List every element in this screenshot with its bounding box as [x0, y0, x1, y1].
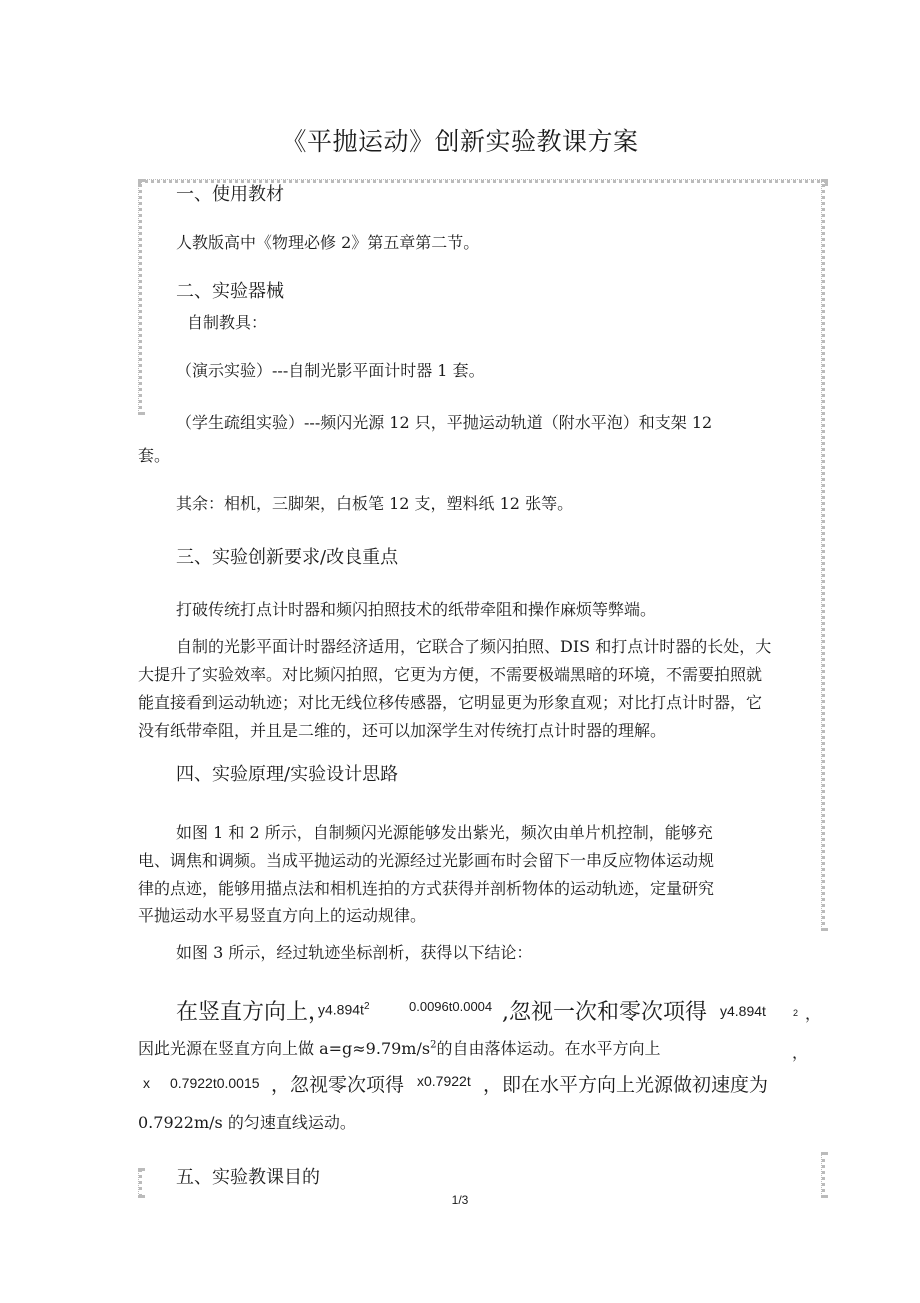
demo-equipment-text: （演示实验）---自制光影平面计时器 1 套。: [176, 361, 485, 380]
group-equipment-line-2: 套。: [138, 446, 171, 465]
eq-y-fit-exponent: 2: [363, 1001, 370, 1012]
section-4-p1-line-1: 如图 1 和 2 所示，自制频闪光源能够发出紫光，频次由单片机控制，能够充: [176, 823, 713, 842]
section-3-p2-line-3: 能直接看到运动轨迹；对比无线位移传感器，它明显更为形象直观；对比打点计时器，它: [138, 693, 763, 712]
section-3-paragraph-1: 打破传统打点计时器和频闪拍照技术的纸带牵阻和操作麻烦等弊端。: [176, 600, 657, 619]
section-1-heading: 一、使用教材: [176, 184, 284, 205]
eq-comma-2: ，: [792, 1043, 809, 1062]
eq-ignore-text-1: ,忽视一次和零次项得: [502, 1000, 707, 1025]
section-2-subheading: 自制教具：: [187, 313, 268, 332]
eq-line-4: 0.7922m/s 的匀速直线运动。: [138, 1113, 356, 1132]
eq-intro-text: 在竖直方向上，: [176, 1000, 331, 1025]
eq-y-fit: [318, 1001, 370, 1018]
frame-right-border: [821, 179, 825, 931]
section-4-heading: 四、实验原理/实验设计思路: [176, 764, 399, 785]
section-3-p2-line-1: 自制的光影平面计时器经济适用，它联合了频闪拍照、DIS 和打点计时器的长处，大: [176, 637, 772, 656]
eq-x-fit: 0.7922t0.0015: [170, 1075, 260, 1091]
section-5-heading: 五、实验教课目的: [176, 1167, 320, 1188]
frame-left-border: [138, 179, 142, 415]
section-4-p1-line-4: 平抛运动水平易竖直方向上的运动规律。: [138, 906, 427, 925]
document-title: 《平抛运动》创新实验教课方案: [281, 127, 639, 156]
eq-x-label: x: [143, 1075, 150, 1091]
eq-tail-text: ，即在水平方向上光源做初速度为: [483, 1074, 769, 1096]
eq-line-2-exponent: 2: [430, 1039, 437, 1051]
page-number: 1/3: [451, 1193, 469, 1207]
section-4-paragraph-2: 如图 3 所示，经过轨迹坐标剖析，获得以下结论：: [176, 943, 533, 962]
eq-y-simple: y4.894t: [720, 1003, 766, 1019]
eq-line-2-text: 因此光源在竖直方向上做 a=g≈9.79m/s: [138, 1039, 431, 1058]
eq-x-simple: x0.7922t: [417, 1073, 471, 1089]
eq-line-2: [138, 1036, 660, 1059]
eq-y-simple-exponent: 2: [793, 1008, 799, 1018]
group-equipment-line-1: （学生疏组实验）---频闪光源 12 只，平抛运动轨道（附水平泡）和支架 12: [176, 413, 713, 432]
eq-y-fit-base: y4.894t: [318, 1001, 364, 1018]
eq-y-fit-rest: 0.0096t0.0004: [409, 999, 493, 1014]
section-4-p1-line-2: 电、调焦和调频。当成平抛运动的光源经过光影画布时会留下一串反应物体运动规: [138, 851, 715, 870]
eq-line-2-rest: 的自由落体运动。在水平方向上: [436, 1039, 661, 1058]
section-3-heading: 三、实验创新要求/改良重点: [176, 547, 399, 568]
section-4-p1-line-3: 律的点迹，能够用描点法和相机连拍的方式获得并剖析物体的运动轨迹，定量研究: [138, 879, 715, 898]
other-equipment-text: 其余：相机，三脚架，白板笔 12 支，塑料纸 12 张等。: [176, 494, 574, 513]
section-1-text: 人教版高中《物理必修 2》第五章第二节。: [176, 233, 480, 252]
eq-comma-1: ，: [805, 1004, 822, 1023]
section-3-p2-line-4: 没有纸带牵阻，并且是二维的，还可以加深学生对传统打点计时器的理解。: [138, 721, 667, 740]
eq-ignore-text-2: ，忽视零次项得: [271, 1074, 405, 1096]
section-3-p2-line-2: 大提升了实验效率。对比频闪拍照，它更为方便，不需要极端黑暗的环境，不需要拍照就: [138, 665, 763, 684]
section-2-heading: 二、实验器械: [176, 281, 284, 302]
frame-right-border-lower: [821, 1152, 825, 1198]
